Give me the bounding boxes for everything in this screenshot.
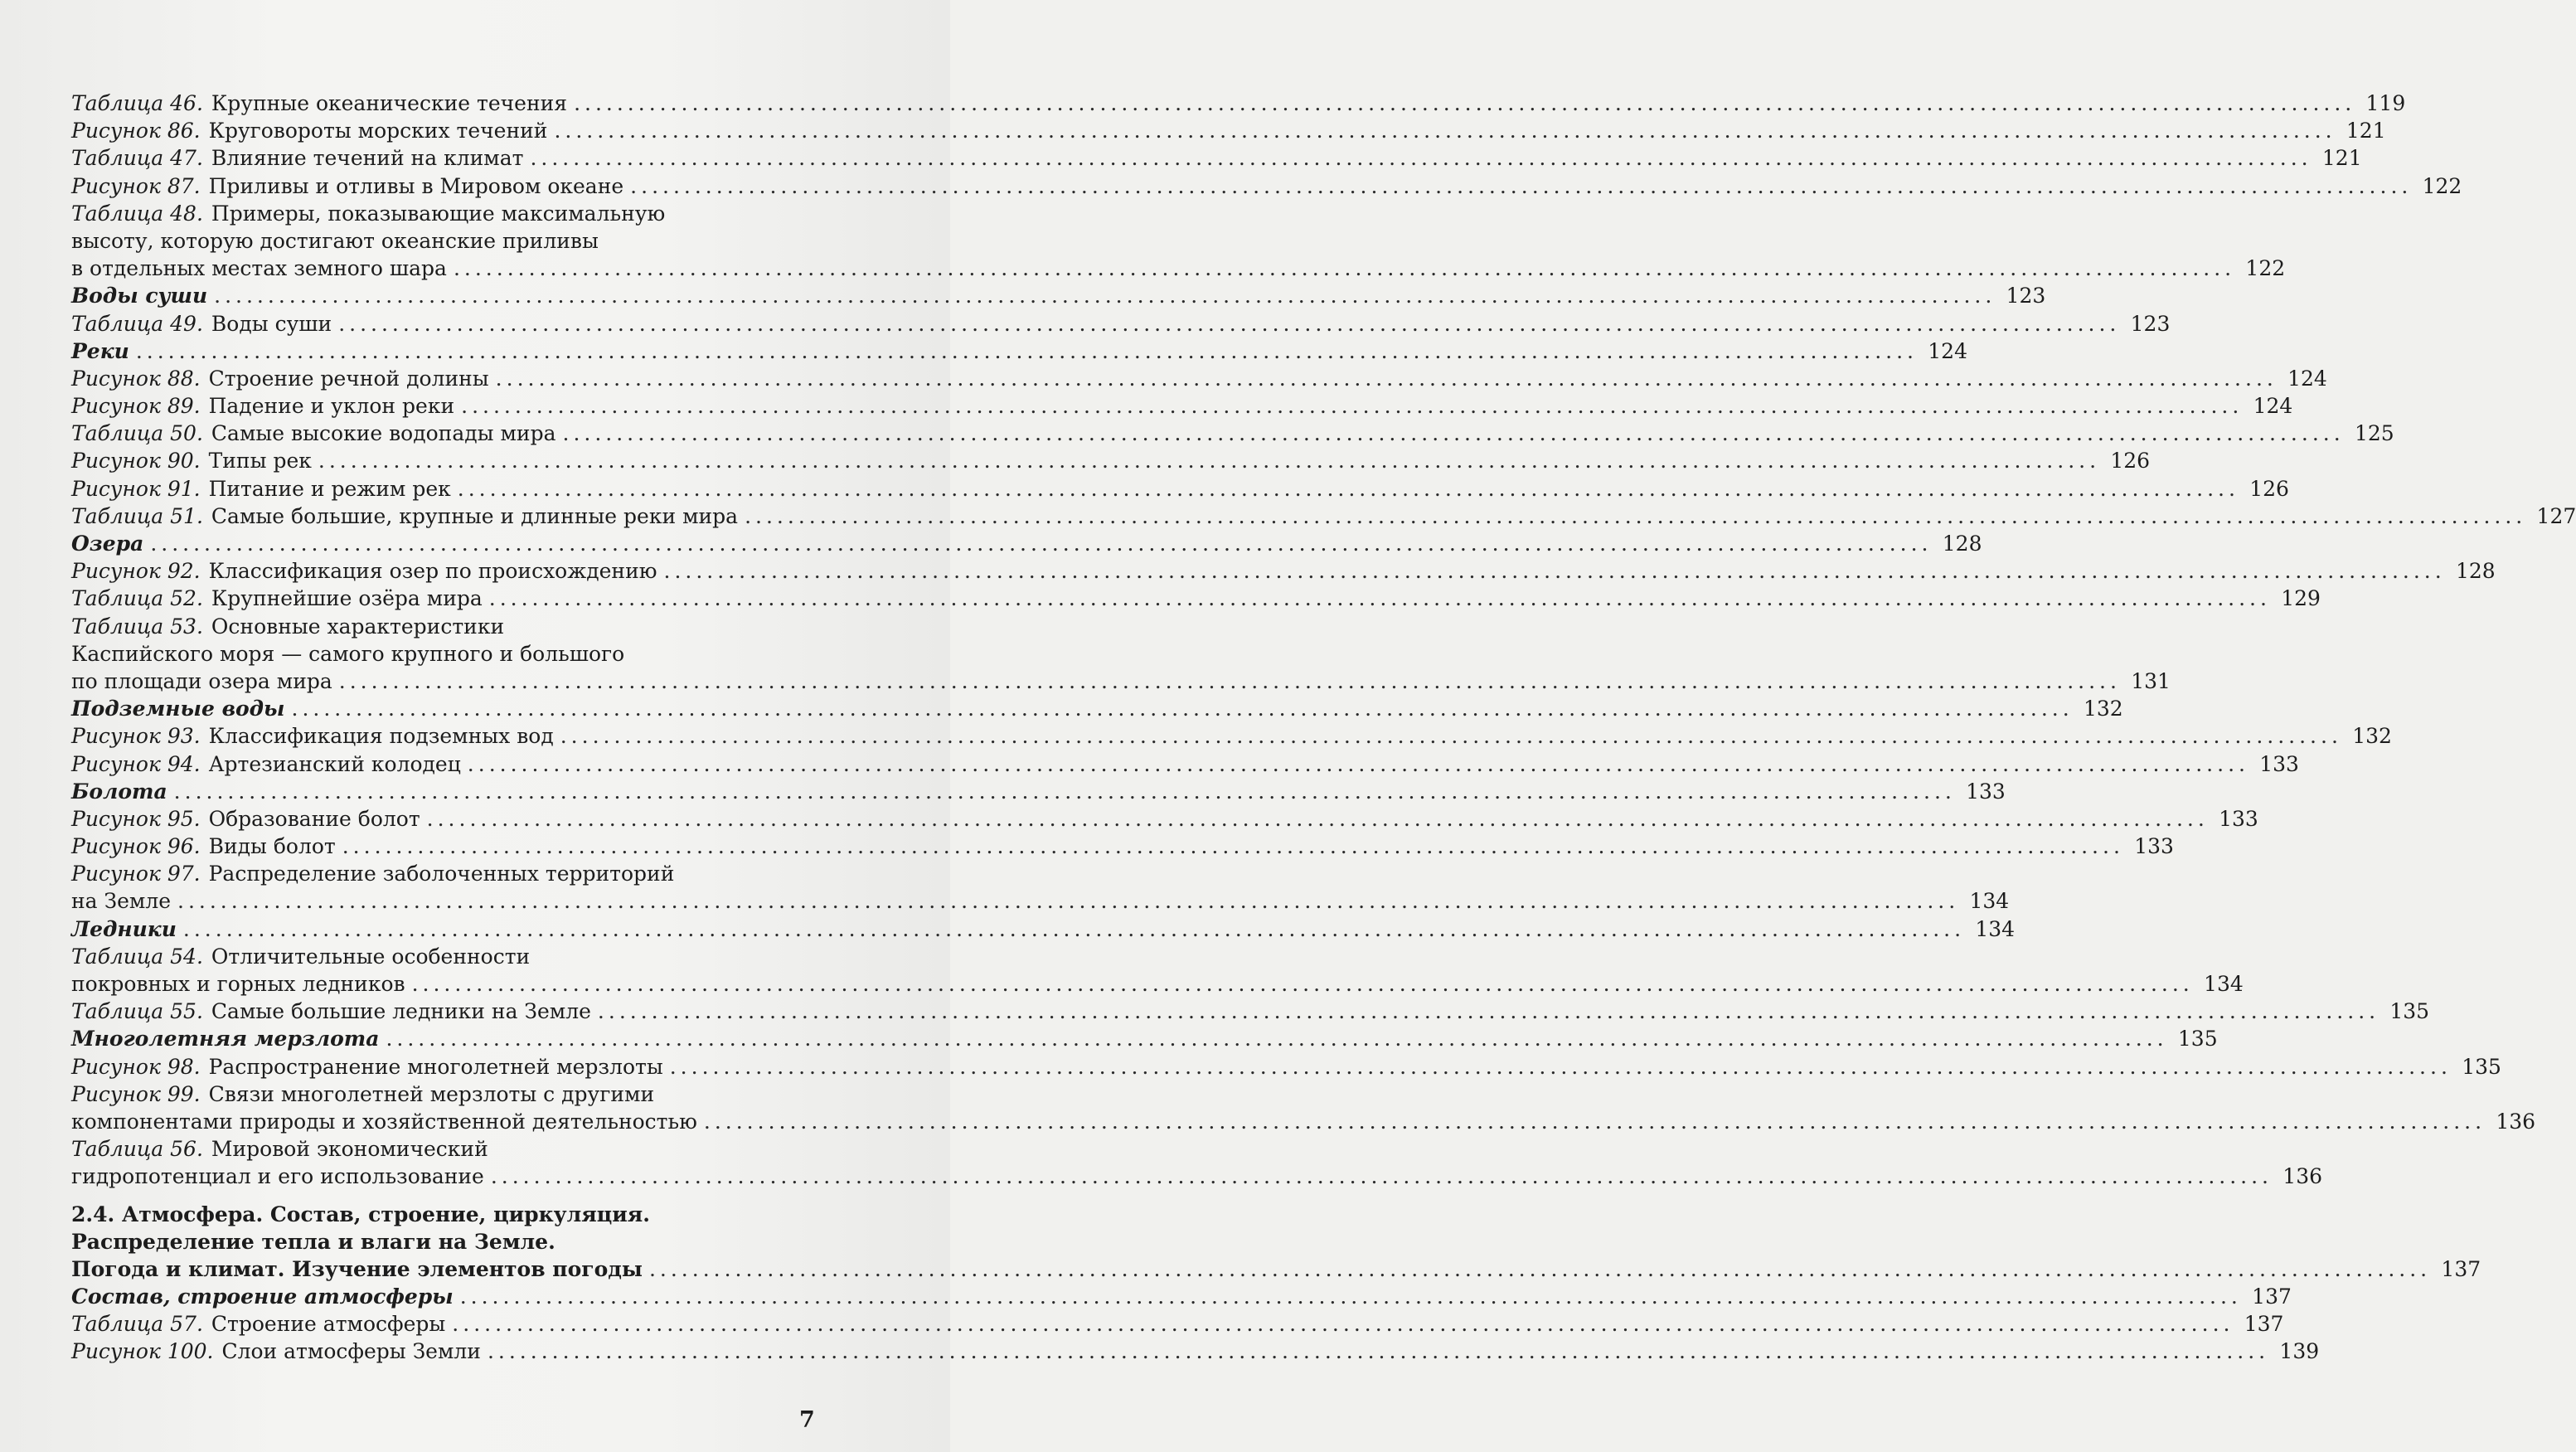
toc-entry-label: Таблица 53. (71, 614, 203, 639)
toc-entry (71, 887, 2010, 915)
toc-entry-label: Таблица 57. (71, 1312, 203, 1337)
dot-leader (460, 1283, 2242, 1310)
toc-entry-title: Строение атмосферы (211, 1312, 446, 1337)
toc-entry (71, 833, 2174, 860)
toc-entry-title: Болота (71, 779, 167, 804)
toc-entry-title: Отличительные особенности (211, 944, 531, 969)
dot-leader (458, 475, 2239, 503)
dot-leader (630, 172, 2412, 200)
toc-entry (71, 255, 2286, 282)
dot-leader (338, 310, 2120, 338)
toc-entry-title: Связи многолетней мерзлоты с другими (208, 1081, 655, 1106)
dot-leader (452, 1310, 2234, 1338)
toc-entry-page: 134 (1969, 889, 2010, 914)
toc-entry-page: 133 (2134, 834, 2174, 859)
toc-entry (71, 778, 2006, 805)
toc-entry-title: на Земле (71, 889, 172, 914)
dot-leader (489, 585, 2271, 612)
dot-leader (386, 1025, 2167, 1052)
dot-leader (136, 338, 1918, 365)
toc-entry-label: Таблица 47. (71, 146, 203, 171)
toc-entry-title: Распределение тепла и влаги на Земле. (71, 1229, 555, 1254)
toc-entry-page: 133 (1966, 779, 2006, 804)
dot-leader (745, 503, 2526, 530)
toc-entry-label: Рисунок 88. (71, 366, 201, 391)
toc-entry (71, 1025, 2218, 1052)
toc-entry-label: Таблица 52. (71, 586, 203, 611)
toc-entry (71, 1228, 829, 1255)
toc-entry-page: 137 (2441, 1256, 2481, 1281)
toc-entry (71, 392, 2293, 420)
toc-entry-label: Таблица 51. (71, 503, 203, 528)
toc-entry (71, 282, 2046, 309)
toc-entry-page: 137 (2252, 1284, 2292, 1309)
dot-leader (554, 117, 2336, 144)
toc-entry-label: Таблица 50. (71, 421, 203, 446)
toc-entry (71, 172, 2462, 200)
toc-entry-title: по площади озера мира (71, 668, 332, 693)
dot-leader (427, 805, 2209, 833)
dot-leader (664, 557, 2446, 585)
toc-entry-label: Рисунок 92. (71, 559, 201, 584)
toc-entry-page: 119 (2365, 91, 2406, 115)
toc-entry (71, 90, 2406, 117)
dot-leader (150, 530, 1932, 557)
toc-entry-title: Погода и климат. Изучение элементов погоды (71, 1256, 643, 1281)
toc-entry-title: Влияние течений на климат (211, 146, 524, 171)
toc-entry (71, 640, 829, 668)
dot-leader (468, 750, 2249, 778)
toc-entry-title: Распространение многолетней мерзлоты (208, 1054, 663, 1079)
toc-entry-title: Воды суши (71, 284, 208, 308)
toc-entry (71, 695, 2123, 722)
toc-entry-label: Рисунок 86. (71, 119, 201, 143)
toc-entry-page: 122 (2422, 173, 2462, 198)
toc-entry-title: Самые большие, крупные и длинные реки мира (211, 503, 739, 528)
toc-entry-page: 128 (2455, 559, 2496, 584)
toc-entry-page: 132 (2352, 724, 2392, 749)
toc-entry-title: Виды болот (208, 834, 336, 859)
toc-entry (71, 144, 2362, 172)
dot-leader (563, 420, 2345, 447)
toc-entry (71, 530, 1982, 557)
toc-entry-page: 125 (2354, 421, 2394, 446)
toc-entry-page: 124 (1928, 338, 1967, 363)
toc-entry (71, 420, 2394, 447)
toc-entry-title: Образование болот (208, 806, 420, 831)
toc-entry (71, 998, 2430, 1025)
toc-entry (71, 1108, 2536, 1135)
toc-entry-page: 131 (2131, 668, 2171, 693)
dot-leader (598, 998, 2380, 1025)
dot-leader (649, 1255, 2431, 1283)
dot-leader (318, 447, 2100, 474)
toc-entry-title: Состав, строение атмосферы (71, 1284, 454, 1309)
toc-entry-label: Рисунок 100. (71, 1339, 214, 1364)
dot-leader (292, 695, 2074, 722)
toc-entry-page: 123 (2006, 284, 2046, 308)
toc-entry-title: 2.4. Атмосфера. Состав, строение, циркуляция. (71, 1202, 650, 1226)
toc-entry-page: 134 (2204, 972, 2244, 996)
toc-entry (71, 557, 2496, 585)
toc-entry-title: Самые высокие водопады мира (211, 421, 556, 446)
toc-entry-title: Ледники (71, 916, 177, 941)
toc-entry (71, 1135, 829, 1163)
toc-entry-title: компонентами природы и хозяйственной деятельностью (71, 1109, 697, 1134)
dot-leader (412, 970, 2194, 998)
toc-entry-label: Рисунок 94. (71, 751, 201, 776)
toc-entry (71, 970, 2244, 998)
toc-entry-page: 133 (2219, 806, 2258, 831)
toc-entry-page: 121 (2346, 119, 2386, 143)
toc-entry-label: Таблица 56. (71, 1137, 203, 1162)
dot-leader (214, 282, 1996, 309)
toc-entry-label: Таблица 54. (71, 944, 203, 969)
toc-entry-label: Рисунок 90. (71, 449, 201, 473)
toc-entry (71, 1283, 2292, 1310)
toc-entry-title: Приливы и отливы в Мировом океане (208, 173, 624, 198)
toc-entry-page: 128 (1942, 532, 1982, 556)
toc-entry-title: Озера (71, 532, 144, 556)
dot-leader (704, 1108, 2486, 1135)
toc-entry-page: 139 (2279, 1339, 2320, 1364)
dot-leader (574, 90, 2355, 117)
toc-entry-label: Рисунок 99. (71, 1081, 201, 1106)
toc-entry-title: Падение и уклон реки (208, 394, 455, 419)
toc-entry (71, 475, 2289, 503)
toc-entry-page: 123 (2130, 311, 2171, 336)
toc-entry-page: 134 (1975, 916, 2016, 941)
toc-entry (71, 750, 2299, 778)
toc-entry (71, 668, 2171, 695)
toc-entry-title: Слои атмосферы Земли (221, 1339, 481, 1364)
toc-entry-title: Классификация озер по происхождению (208, 559, 657, 584)
toc-entry (71, 1338, 2320, 1365)
toc-entry-page: 124 (2287, 366, 2327, 391)
dot-leader (496, 365, 2278, 392)
dot-leader (183, 915, 1965, 943)
toc-entry (71, 613, 829, 640)
toc-entry-title: Типы рек (208, 449, 312, 473)
toc-entry-label: Рисунок 95. (71, 806, 201, 831)
toc-entry-page: 124 (2253, 394, 2293, 419)
toc-entry-title: покровных и горных ледников (71, 972, 405, 996)
toc-entry (71, 503, 2576, 530)
toc-entry-page: 136 (2283, 1164, 2323, 1189)
toc-entry-title: Реки (71, 338, 129, 363)
toc-entry-page: 126 (2249, 476, 2289, 501)
toc-entry (71, 943, 829, 970)
toc-entry-title: высоту, которую достигают океанские приливы (71, 228, 599, 253)
toc-entry (71, 915, 2016, 943)
toc-entry-label: Таблица 55. (71, 999, 203, 1024)
toc-entry-title: Крупнейшие озёра мира (211, 586, 483, 611)
section-gap (71, 1191, 829, 1201)
toc-entry (71, 722, 2392, 750)
toc-entry (71, 1081, 829, 1108)
toc-entry-label: Рисунок 87. (71, 173, 201, 198)
toc-entry-page: 133 (2259, 751, 2299, 776)
toc-entry (71, 310, 2171, 338)
toc-entry-title: Крупные океанические течения (211, 91, 568, 115)
dot-leader (670, 1053, 2452, 1081)
toc-entry-label: Таблица 49. (71, 311, 203, 336)
toc-entry (71, 860, 829, 887)
toc-entry-title: Круговороты морских течений (208, 119, 548, 143)
toc-entry-title: Многолетняя мерзлота (71, 1027, 380, 1051)
toc-entry-title: Примеры, показывающие максимальную (211, 201, 666, 226)
toc-entry-label: Рисунок 93. (71, 724, 201, 749)
toc-entry-title: Артезианский колодец (208, 751, 461, 776)
toc-entry-page: 135 (2462, 1054, 2501, 1079)
toc-entry (71, 1053, 2501, 1081)
toc-entry-page: 132 (2083, 697, 2123, 721)
toc-entry (71, 805, 2258, 833)
toc-entry (71, 1310, 2284, 1338)
dot-leader (342, 833, 2124, 860)
toc-entry (71, 117, 2386, 144)
toc-entry (71, 585, 2321, 612)
toc-entry (71, 365, 2327, 392)
dot-leader (339, 668, 2121, 695)
toc-entry-label: Рисунок 98. (71, 1054, 201, 1079)
toc-entry-title: Основные характеристики (211, 614, 505, 639)
toc-entry-page: 135 (2389, 999, 2430, 1024)
toc-entry-page: 122 (2245, 256, 2286, 281)
toc-entry-title: Мировой экономический (211, 1137, 488, 1162)
dot-leader (488, 1338, 2269, 1365)
toc-entry-title: гидропотенциал и его использование (71, 1164, 484, 1189)
toc-entry-title: Самые большие ледники на Земле (211, 999, 591, 1024)
toc-entry-label: Таблица 48. (71, 201, 203, 226)
toc-entry-title: Каспийского моря — самого крупного и большого (71, 641, 625, 666)
page-number: 7 (799, 1407, 815, 1433)
toc-entry (71, 1163, 2323, 1190)
toc-entry-page: 126 (2110, 449, 2151, 473)
toc-entry-page: 121 (2321, 146, 2362, 171)
dot-leader (461, 392, 2243, 420)
dot-leader (530, 144, 2312, 172)
toc-entry-label: Рисунок 89. (71, 394, 201, 419)
dot-leader (174, 778, 1956, 805)
toc-entry-label: Рисунок 96. (71, 834, 201, 859)
toc-entry-page: 136 (2496, 1109, 2536, 1134)
toc-entry-page: 127 (2536, 503, 2576, 528)
toc-entry (71, 200, 829, 227)
toc-entry-label: Таблица 46. (71, 91, 203, 115)
dot-leader (177, 887, 1959, 915)
toc-entry-page: 135 (2177, 1027, 2218, 1051)
dot-leader (454, 255, 2235, 282)
toc-entry-label: Рисунок 97. (71, 862, 201, 886)
toc-entry-title: Строение речной долины (208, 366, 489, 391)
table-of-contents (71, 90, 2576, 1366)
toc-entry-title: Воды суши (211, 311, 332, 336)
toc-entry (71, 447, 2151, 474)
toc-entry (71, 1201, 829, 1228)
toc-entry-page: 137 (2244, 1312, 2284, 1337)
toc-entry (71, 227, 829, 255)
toc-entry (71, 1255, 2481, 1283)
toc-entry (71, 338, 1967, 365)
toc-entry-label: Рисунок 91. (71, 476, 201, 501)
toc-entry-title: в отдельных местах земного шара (71, 256, 447, 281)
toc-entry-title: Классификация подземных вод (208, 724, 554, 749)
dot-leader (491, 1163, 2273, 1190)
dot-leader (560, 722, 2342, 750)
toc-entry-title: Подземные воды (71, 697, 285, 721)
toc-entry-page: 129 (2281, 586, 2321, 611)
toc-entry-title: Питание и режим рек (208, 476, 451, 501)
toc-entry-title: Распределение заболоченных территорий (208, 862, 675, 886)
